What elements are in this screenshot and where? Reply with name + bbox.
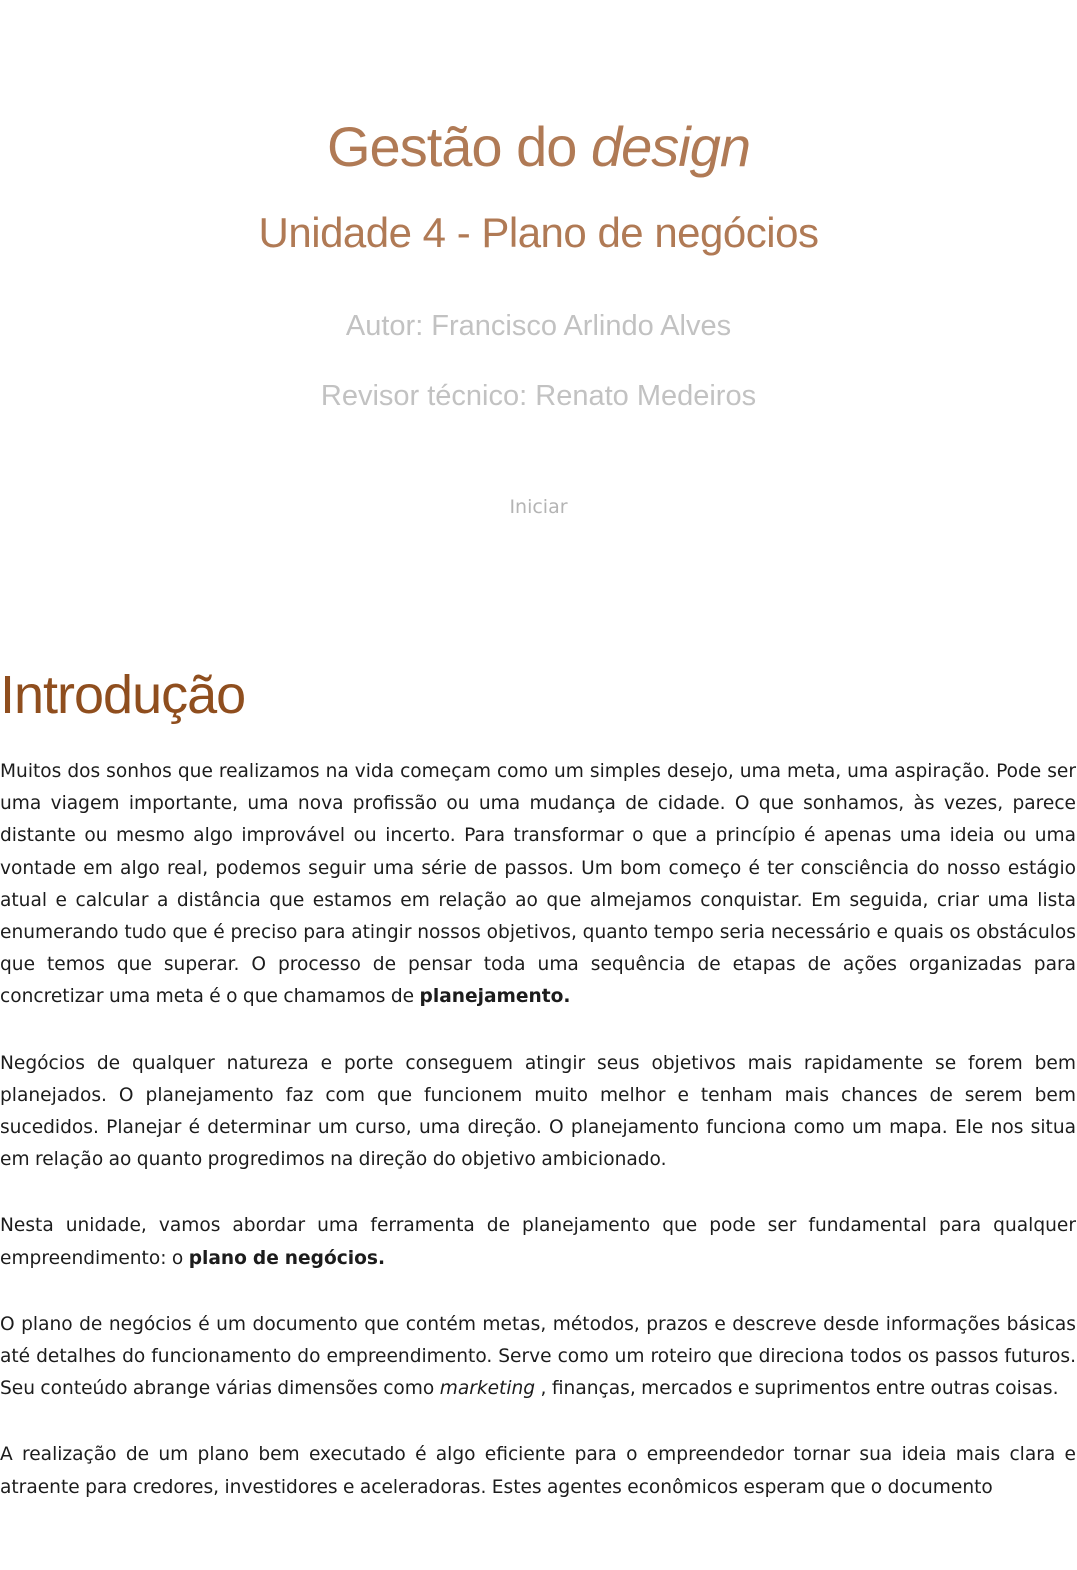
paragraph-3-text: Nesta unidade, vamos abordar uma ferramenta de planejamento que pode ser fundamental para qualquer empreendimento: o (0, 1215, 1076, 1269)
cover-section (0, 0, 1077, 520)
paragraph-5 (0, 1439, 1076, 1503)
paragraph-4-text-after: , finanças, mercados e suprimentos entre outras coisas. (535, 1378, 1059, 1400)
introduction-content (0, 756, 1076, 1538)
start-button[interactable]: Iniciar (509, 496, 568, 518)
unit-title: Unidade 4 - Plano de negócios (258, 209, 819, 256)
paragraph-2-text: Negócios de qualquer natureza e porte conseguem atingir seus objetivos mais rapidamente se forem bem planejados. O planejamento faz com que funcionem muito melhor e tenham mais chances de serem bem sucedidos. Planejar é determinar um curso, uma direção. O planejamento funciona como um mapa. Ele nos situa em relação ao quanto progredimos na direção do objetivo ambicionado. (0, 1052, 1076, 1171)
course-title-italic: design (590, 115, 750, 178)
section-heading-introduction: Introdução (0, 665, 246, 725)
paragraph-3 (0, 1210, 1076, 1274)
paragraph-1-text: Muitos dos sonhos que realizamos na vida começam como um simples desejo, uma meta, uma aspiração. Pode ser uma viagem importante, uma nova profissão ou uma mudança de cidade. O que sonhamos, às vezes, parece distante ou mesmo algo improvável ou incerto. Para transformar o que a princípio é apenas uma ideia ou uma vontade em algo real, podemos seguir uma série de passos. Um bom começo é ter consciência do nosso estágio atual e calcular a distância que estamos em relação ao que almejamos conquistar. Em seguida, criar uma lista enumerando tudo que é preciso para atingir nossos objetivos, quanto tempo seria necessário e quais os obstáculos que temos que superar. O processo de pensar toda uma sequência de etapas de ações organizadas para concretizar uma meta é o que chamamos de (0, 761, 1076, 1008)
course-title-plain: Gestão do (327, 115, 591, 178)
course-title (0, 112, 1077, 182)
reviewer-credit: Revisor técnico: Renato Medeiros (320, 380, 757, 412)
paragraph-1-bold: planejamento. (419, 986, 571, 1008)
paragraph-1 (0, 756, 1076, 1014)
paragraph-5-text: A realização de um plano bem executado é algo eficiente para o empreendedor tornar sua ideia mais clara e atraente para credores, investidores e aceleradoras. Estes agentes econômicos esperam que o documento (0, 1444, 1076, 1498)
paragraph-3-bold: plano de negócios. (188, 1247, 386, 1269)
paragraph-4-italic: marketing (439, 1378, 536, 1400)
paragraph-2 (0, 1048, 1076, 1177)
paragraph-4 (0, 1309, 1076, 1406)
paragraph-4-text-before: O plano de negócios é um documento que contém metas, métodos, prazos e descreve desde informações básicas até detalhes do funcionamento do empreendimento. Serve como um roteiro que direciona todos os passos futuros. Seu conteúdo abrange várias dimensões como (0, 1313, 1076, 1400)
author-credit: Autor: Francisco Arlindo Alves (345, 310, 732, 342)
